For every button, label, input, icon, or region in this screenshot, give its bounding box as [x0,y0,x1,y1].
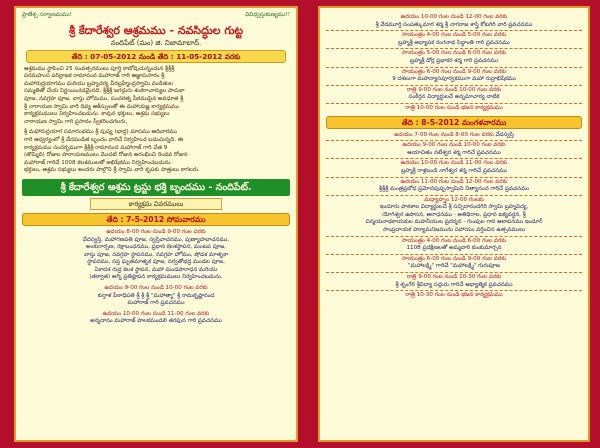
schedule-slot [326,197,582,235]
schedule-slot [16,229,296,282]
intro-paragraph [24,66,288,127]
slot-body: బ్రహ్మశ్రీ రాళ్లబండి నాగేశ్వర శర్మ గారిచే ప్రవచనము [401,167,507,174]
schedule-slot [326,69,582,84]
slot-time: ఉదయం 10-00 గంల నుండి 11-00 గంల వరకు [400,160,508,167]
slot-body: "మహాలక్ష్మి" గారిచే "మహాలక్ష్మి" గురుపూజ [407,263,501,270]
divider [326,103,582,104]
slot-time: రాత్రి 9-00 గంల నుండి 10-30 గంల వరకు [406,274,502,281]
detail-line: (తొమ్మిది) రోజుల పారాయణములు మొదటి రోజున ఆరంభించి రెండవ రోజున [24,152,188,159]
schedule-slot [326,256,582,271]
divider [326,195,582,196]
slot-time: రాత్రి 10-30 గంల నుండి భజన కార్యక్రమము [405,292,503,299]
detail-line: కార్యక్రమము సందర్భముగా శ్రీశ్రీశ్రీ రామానంద మహారాజ్ గారి చేత 9 [24,144,168,151]
slot-time: ఉదయం 7-00 గంల నుండి 8-00 గంల వరకు [394,131,494,138]
slot-time: సాయంత్రం 6-00 గంల నుండి 9-00 గంల వరకు [401,255,507,262]
slot-time: ఉదయం 10-00 గంల నుండి 11-00 గంల వరకు [102,310,210,317]
slot-body: శ్రీ శృంగేరి శ్రీవిద్యా సద్గురు గారిచే ఆధ్యాత్మిక ప్రవచనము [395,281,513,288]
slot-body-line: వేదస్వస్తి, మహాగణపతి పూజ, స్వస్తివాచనము, పుణ్యాహవాచనము, [82,236,230,243]
schedule-slot [16,311,296,326]
divider [326,85,582,86]
slot-body-line: చిన్మయనాథకాయకుల మహనీయుల ప్రదర్శన - గుంపుల గాన ఆలాపనము ఇందూర్ [365,219,543,226]
header-right-text: వివిధ్వస్తుకుణ్యము!! [245,12,290,18]
program-details-label: కార్యక్రమ వివరములు [90,198,222,210]
slot-time: సాయంత్రం 6-00 గంల నుండి 9-00 గంల వరకు [401,68,507,75]
slot-body: 9 దశలుగా మహన్యాసపూర్వకముగా మహా రుద్రాభిషేకము [392,76,516,83]
schedule-slot [326,274,582,289]
slot-time: ఉదయం 11-00 గంల నుండి 12-00 గంల వరకు [400,178,508,185]
schedule-slot [326,179,582,194]
intro-line: మహారుద్రయాగము మరియు బ్రహ్మచర్య వీరబ్రహ్మేంద్రస్వామి వండితుల [24,80,173,87]
slot-body-line: మహారాజ్ గారి ప్రవచనము [127,300,185,307]
schedule-slot [326,87,582,102]
slot-body: శ్రీశ్రీశ్రీ మంత్రప్రబోధ ప్రమోదపుష్పస్వామిని నిత్యానంద గారిచే ప్రవచనము [379,186,529,193]
day-heading-monday: తేది : 7-5-2012 సోమవారము [22,213,290,226]
divider [326,236,582,237]
slot-time: ఉదయం 9-00 గంల నుండి 10-00 గంల వరకు [104,285,208,292]
intro-line: సమ్మతితో చేయ నిర్ణయించడమైనది. శ్రీశ్రీశ్రీ జగద్గురు శంకరాచార్యుల పాదుకా [24,88,185,95]
slot-body-line: వాస్తు పూజ, నవగ్రహ స్థాపనము, నవగ్రహ హోమం, షోడశ మాతృకా [83,251,229,258]
slot-body: బ్రహ్మశ్రీ అధ్యాపక రంగనాథ సిద్ధాంతి గారి ప్రవచనము [398,39,510,46]
ashram-location: నందిపేట్ (మం) జి. నిజామాబాద్. [110,38,202,47]
slot-body-line: అంకురార్పణ, రక్షాబంధనము, ప్రధాన కలశస్థాపన, మంటప పూజ, [86,244,226,251]
intro-line: కార్యక్రమములు నిర్వహించబడును. కావున భక్తులు, ఆశ్రమ సభ్యులు [24,111,170,118]
slot-body-line: స్థాపనము, సప్త ఘృతమాతృక పూజ, సర్వతోభద్ర మండల పూజ, [87,259,225,266]
schedule-slot [326,292,582,300]
divider [326,67,582,68]
slot-body-line: ఇందూరు పాఠశాల విద్యార్థులచే శ్రీ సచ్చిదానందగిరి స్వామి బ్రహ్మవిద్య, [379,204,529,211]
intro-line: శ్రీ నారాయణ స్వామి వారి దివ్య ఆశీస్సులతో ఈ మహాయజ్ఞ కార్యక్రమము [24,103,179,110]
schedule-slot [326,14,582,29]
slot-body-line: యోగిశ్వర ఉపాసన, ఆరాధనము - అతిథిరాల, ప్రధాన ఐక్యవర్ధన, శ్రీ [382,211,526,218]
slot-body: 1108 ప్రదక్షిణలతో అమ్మవారి కుంకుమార్చన [406,245,502,252]
schedule-slot [326,32,582,47]
slot-body-line: ఏకాదశ రుద్ర కలశ స్థాపన, మహా మండపారాధన మరియు [94,266,218,273]
schedule-slot [326,238,582,253]
trust-banner: శ్రీ కేదారేశ్వర ఆశ్రమ ట్రస్టు భక్తి బృందము - నందిపేట్. [22,179,290,196]
intro-line: పరమహంస పరివ్రాజక రామానంద మహారాజ్ గారి ఆజ్ఞానుసారం శ్రీ [24,73,165,80]
slot-time: సాయంత్రం 4-00 గంల నుండి 6-00 గంల వరకు [401,237,507,244]
header-ornament-row [22,12,290,20]
slot-time: ఉదయం 10-00 గంల నుండి 12-00 గంల వరకు [400,14,508,20]
detail-line: మహారాజ్ గారిచే 1008 కలశములతో అభిషేకము నిర్వహించబడును. [24,159,173,166]
divider [326,272,582,273]
schedule-slot [326,50,582,65]
slot-body: ఆయాచితం నటేశ్వర శర్మ గారిచే ప్రవచనము [407,149,501,156]
slot-time: ఉదయం 8-00 గంల నుండి 9-00 గంల వరకు [106,228,206,235]
slot-body: శ్రీ వేదమూర్తి సంపత్కుమార శర్మ శ్రీ నాగరాజ శాస్త్రి కోటగిరి వారి ప్రవచనము [375,21,533,28]
slot-body-line: సాంప్రదాయక హ్యూమనిజమును సహాయం వర్తించిన ఉత్సవములు [382,227,526,234]
detail-line: శ్రీ మహారుద్రయాగ సమారంభము శ్రీ పుష్య (భాద్ర) మాసము ఆదివారము [24,129,177,136]
slot-body-line: కుర్తాళ పీఠాధిపతి శ్రీ శ్రీ శ్రీ "మహాత్మా" శ్రీ రామకృష్ణానంద [97,292,215,299]
left-page [14,6,298,442]
schedule-slot [16,285,296,308]
slot-body-line: అన్నదానం మహారాజ్ పాలకమండలి తరఫున గారి ప్రవచనము [90,318,222,325]
slot-time: మధ్యాహ్నం 12-00 గంలకు [424,196,484,203]
slot-time: సాయంత్రం 5-00 గంల నుండి 6-00 గంల వరకు [401,50,507,57]
detail-line: గారి ఆధ్వర్యంలో శ్రీ వేదపండిత బృందం వారిచే నిర్వహించ బడుచున్నది. ఈ [24,136,184,143]
schedule-slot [326,132,582,140]
slot-body: సంకీర్తన విద్యార్థులచే అన్నమాచార్య నాటిక [408,94,500,101]
detail-paragraph [24,129,288,175]
divider [326,140,582,141]
slot-body: బ్రహ్మశ్రీ డోర్ల ప్రభాకర శర్మ గారి ప్రవచనము [410,57,498,64]
divider [326,254,582,255]
schedule-list [320,14,588,300]
right-page [318,6,590,442]
slot-time: రాత్రి 9-00 గంల నుండి 10-00 గంల వరకు [406,86,502,93]
ashram-title: శ్రీ కేదారేశ్వర ఆశ్రమము - నవసిద్ధుల గుట్ట [68,23,244,37]
intro-line: నారాయణ స్వామి గారి ప్రసాదం స్వీకరించగలరు. [24,118,128,125]
event-date-range: తేది : 07-05-2012 నుండి తేది : 11-05-2012 వరకు [26,50,286,63]
slot-body: వేదస్వస్తి [495,131,514,138]
intro-line: పూజ, నవగ్రహ పూజ, వాస్తు హోమము, పంచరత్న పీఠముపైన అవధూత శ్రీ [24,95,184,102]
slot-time: రాత్రి 10-00 గంల నుండి భజన కార్యక్రమము [405,104,503,111]
slot-body-line: (తర్వాత) అగ్ని ప్రతిష్ఠాపన కార్యక్రమములు నిర్వహించబడును. [89,274,223,281]
slot-time: సాయంత్రం 4-00 గంల నుండి 5-00 గంల వరకు [401,32,507,39]
divider [326,177,582,178]
slot-time: ఉదయం 9-00 గంల నుండి 10-00 గంల వరకు [402,142,506,149]
schedule-slot [326,105,582,113]
schedule-slot [326,142,582,157]
intro-line: ఆశ్రమము స్థాపించి 25 సంవత్సరములు పూర్తి కాబోవుచున్నందున శ్రీశ్రీశ్రీ [24,65,175,72]
day-heading-tuesday: తేది : 8-5-2012 మంగళవారము [326,116,582,129]
schedule-slot [326,160,582,175]
detail-line: భక్తులు, ఆశ్రమ సభ్యులు అందరు పాల్గొని శ్రీ స్వామి వారి కృపకు పాత్రులు కాగలరు. [24,167,200,174]
header-left-text: ప్రాణేశ్చ సర్వాణమము! [22,12,72,18]
